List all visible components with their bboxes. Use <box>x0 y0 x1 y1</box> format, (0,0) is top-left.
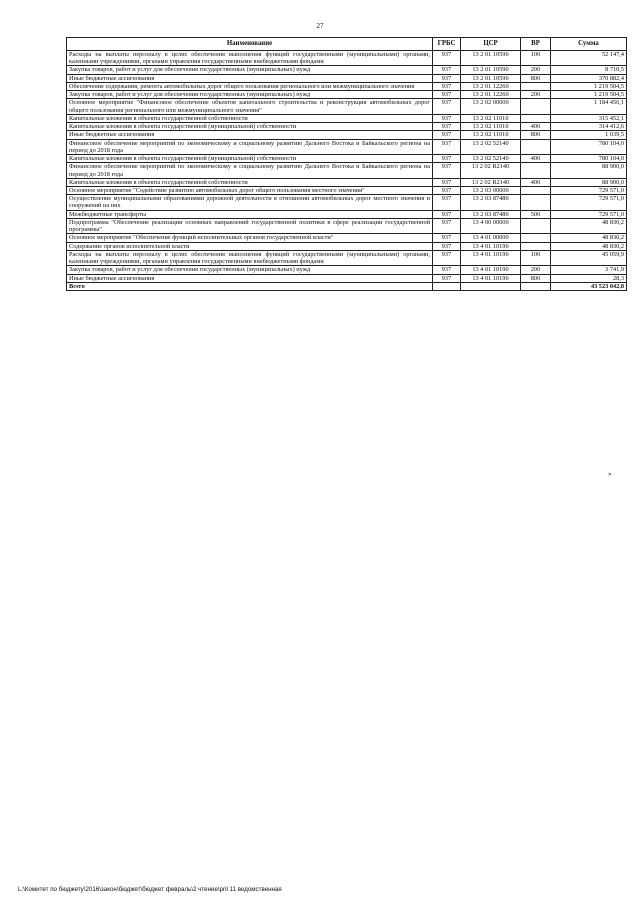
row-grbs: 937 <box>433 66 461 74</box>
row-csr: 13 2 03 87480 <box>461 210 521 218</box>
row-csr: 13 2 01 10590 <box>461 66 521 74</box>
row-sum: 1 184 456,1 <box>551 99 627 114</box>
row-vr <box>521 163 551 178</box>
table-row <box>67 218 627 233</box>
row-vr: 800 <box>521 74 551 82</box>
row-grbs: 937 <box>433 218 461 233</box>
row-csr: 13 2 02 52140 <box>461 139 521 154</box>
row-grbs: 937 <box>433 210 461 218</box>
row-grbs: 937 <box>433 131 461 139</box>
row-sum: 314 412,6 <box>551 123 627 131</box>
row-name: Закупка товаров, работ и услуг для обеспечения государственных (муниципальных) нужд <box>67 266 433 274</box>
table-row <box>67 178 627 186</box>
row-name: Закупка товаров, работ и услуг для обеспечения государственных (муниципальных) нужд <box>67 91 433 99</box>
row-grbs: 937 <box>433 250 461 265</box>
row-name: Капитальные вложения в объекты государственной (муниципальной) собственности <box>67 155 433 163</box>
row-grbs: 937 <box>433 51 461 66</box>
row-name: Расходы на выплаты персоналу в целях обеспечения выполнения функций государственными (муниципальными) органами, казенными учреждениями, органами управления государственными внебюджетными фондами <box>67 250 433 265</box>
row-grbs: 937 <box>433 99 461 114</box>
row-vr <box>521 218 551 233</box>
row-grbs: 937 <box>433 178 461 186</box>
table-row <box>67 51 627 66</box>
table-row <box>67 186 627 194</box>
row-vr: 400 <box>521 178 551 186</box>
row-grbs: 937 <box>433 74 461 82</box>
row-grbs: 937 <box>433 155 461 163</box>
table-row <box>67 123 627 131</box>
row-grbs: 937 <box>433 242 461 250</box>
row-sum: 729 571,0 <box>551 195 627 210</box>
table-row <box>67 99 627 114</box>
row-sum: 729 571,0 <box>551 186 627 194</box>
row-sum: 48 830,2 <box>551 234 627 242</box>
header-name: Наименование <box>67 38 433 51</box>
header-sum: Сумма <box>551 38 627 51</box>
row-vr <box>521 99 551 114</box>
row-csr: 13 2 02 R2140 <box>461 163 521 178</box>
row-sum: 3 741,9 <box>551 266 627 274</box>
row-csr: 13 2 03 00000 <box>461 186 521 194</box>
row-vr <box>521 139 551 154</box>
row-sum: 88 900,0 <box>551 178 627 186</box>
table-row <box>67 242 627 250</box>
row-sum: 780 104,0 <box>551 139 627 154</box>
total-grbs <box>433 282 461 290</box>
row-csr: 13 2 02 11010 <box>461 114 521 122</box>
row-name: Осуществление муниципальными образованиями дорожной деятельности в отношении автомобильных дорог местного значения и сооружений на них <box>67 195 433 210</box>
total-sum: 43 523 042,8 <box>551 282 627 290</box>
row-csr: 13 4 00 00000 <box>461 218 521 233</box>
row-csr: 13 4 01 10190 <box>461 242 521 250</box>
row-grbs: 937 <box>433 186 461 194</box>
row-vr <box>521 242 551 250</box>
row-name: Капитальные вложения в объекты государственной собственности <box>67 178 433 186</box>
continuation-mark: » <box>608 470 612 478</box>
header-csr: ЦСР <box>461 38 521 51</box>
table-row <box>67 195 627 210</box>
row-csr: 13 2 02 11010 <box>461 123 521 131</box>
row-csr: 13 4 01 10190 <box>461 274 521 282</box>
table-row <box>67 210 627 218</box>
row-name: Иные бюджетные ассигнования <box>67 131 433 139</box>
row-vr: 800 <box>521 274 551 282</box>
row-name: Иные бюджетные ассигнования <box>67 274 433 282</box>
row-name: Закупка товаров, работ и услуг для обеспечения государственных (муниципальных) нужд <box>67 66 433 74</box>
table-row <box>67 131 627 139</box>
row-name: Межбюджетные трансферты <box>67 210 433 218</box>
row-sum: 48 830,2 <box>551 242 627 250</box>
table-row <box>67 114 627 122</box>
row-vr: 100 <box>521 250 551 265</box>
row-sum: 370 882,4 <box>551 74 627 82</box>
row-csr: 13 2 01 10590 <box>461 51 521 66</box>
row-vr: 800 <box>521 131 551 139</box>
table-row <box>67 155 627 163</box>
row-csr: 13 2 02 00000 <box>461 99 521 114</box>
row-vr <box>521 186 551 194</box>
table-row <box>67 250 627 265</box>
row-name: Финансовое обеспечение мероприятий по экономическому и социальному развитию Дальнего Востока и Байкальского региона на период до 2018 года <box>67 139 433 154</box>
row-grbs: 937 <box>433 139 461 154</box>
row-name: Основное мероприятие "Содействие развитию автомобильных дорог общего пользования местного значения" <box>67 186 433 194</box>
budget-table <box>66 37 627 291</box>
row-sum: 28,3 <box>551 274 627 282</box>
table-header-row <box>67 38 627 51</box>
row-csr: 13 2 01 12260 <box>461 82 521 90</box>
table-row <box>67 234 627 242</box>
row-vr: 400 <box>521 123 551 131</box>
table-row <box>67 66 627 74</box>
row-vr <box>521 195 551 210</box>
row-sum: 88 900,0 <box>551 163 627 178</box>
row-grbs: 937 <box>433 274 461 282</box>
table-row <box>67 74 627 82</box>
row-sum: 315 452,1 <box>551 114 627 122</box>
table-row <box>67 139 627 154</box>
row-vr: 500 <box>521 210 551 218</box>
header-vr: ВР <box>521 38 551 51</box>
row-vr: 200 <box>521 91 551 99</box>
table-row <box>67 163 627 178</box>
row-vr: 200 <box>521 66 551 74</box>
row-grbs: 937 <box>433 82 461 90</box>
row-grbs: 937 <box>433 114 461 122</box>
row-name: Основное мероприятие "Финансовое обеспечение объектов капитального строительства и реконструкция автомобильных дорог общего пользования регионального или межмуниципального значения" <box>67 99 433 114</box>
row-sum: 1 219 504,5 <box>551 91 627 99</box>
row-grbs: 937 <box>433 195 461 210</box>
row-vr: 400 <box>521 155 551 163</box>
table-row <box>67 274 627 282</box>
row-vr <box>521 114 551 122</box>
total-csr <box>461 282 521 290</box>
row-sum: 1 219 504,5 <box>551 82 627 90</box>
row-csr: 13 2 01 10590 <box>461 74 521 82</box>
row-sum: 52 147,4 <box>551 51 627 66</box>
row-csr: 13 2 01 12260 <box>461 91 521 99</box>
row-name: Капитальные вложения в объекты государственной собственности <box>67 114 433 122</box>
table-row <box>67 91 627 99</box>
row-name: Подпрограмма "Обеспечение реализации основных направлений государственной политики в сфере реализации государственной программы" <box>67 218 433 233</box>
row-grbs: 937 <box>433 234 461 242</box>
row-sum: 48 830,2 <box>551 218 627 233</box>
table-row <box>67 82 627 90</box>
row-csr: 13 2 03 87480 <box>461 195 521 210</box>
row-name: Финансовое обеспечение мероприятий по экономическому и социальному развитию Дальнего Востока и Байкальского региона на период до 2018 года <box>67 163 433 178</box>
row-grbs: 937 <box>433 123 461 131</box>
row-grbs: 937 <box>433 163 461 178</box>
row-name: Капитальные вложения в объекты государственной (муниципальной) собственности <box>67 123 433 131</box>
row-grbs: 937 <box>433 266 461 274</box>
row-name: Содержание органов исполнительной власти <box>67 242 433 250</box>
row-sum: 1 039,5 <box>551 131 627 139</box>
row-sum: 780 104,0 <box>551 155 627 163</box>
row-grbs: 937 <box>433 91 461 99</box>
row-name: Иные бюджетные ассигнования <box>67 74 433 82</box>
row-sum: 729 571,0 <box>551 210 627 218</box>
row-vr <box>521 234 551 242</box>
table-row <box>67 266 627 274</box>
row-csr: 13 4 01 00000 <box>461 234 521 242</box>
row-vr <box>521 82 551 90</box>
header-grbs: ГРБС <box>433 38 461 51</box>
row-vr: 100 <box>521 51 551 66</box>
row-vr: 200 <box>521 266 551 274</box>
row-csr: 13 4 01 10190 <box>461 250 521 265</box>
row-name: Обеспечение содержания, ремонта автомобильных дорог общего пользования регионального или межмуниципального значения <box>67 82 433 90</box>
row-csr: 13 4 01 10190 <box>461 266 521 274</box>
row-name: Расходы на выплаты персоналу в целях обеспечения выполнения функций государственными (муниципальными) органами, казенными учреждениями, органами управления государственными внебюджетными фондами <box>67 51 433 66</box>
row-csr: 13 2 02 11010 <box>461 131 521 139</box>
total-vr <box>521 282 551 290</box>
total-row <box>67 282 627 290</box>
row-csr: 13 2 02 R2140 <box>461 178 521 186</box>
row-name: Основное мероприятие "Обеспечение функций исполнительных органов государственной власти" <box>67 234 433 242</box>
row-sum: 45 059,9 <box>551 250 627 265</box>
total-label: Всего <box>67 282 433 290</box>
footer-file-path: L:\Комитет по бюджету\2016\закон\бюджет\бюджет февраль\2 чтение\pril 11 ведомственная <box>18 886 282 893</box>
row-csr: 13 2 02 52140 <box>461 155 521 163</box>
page-number: 27 <box>316 22 324 30</box>
row-sum: 8 710,5 <box>551 66 627 74</box>
